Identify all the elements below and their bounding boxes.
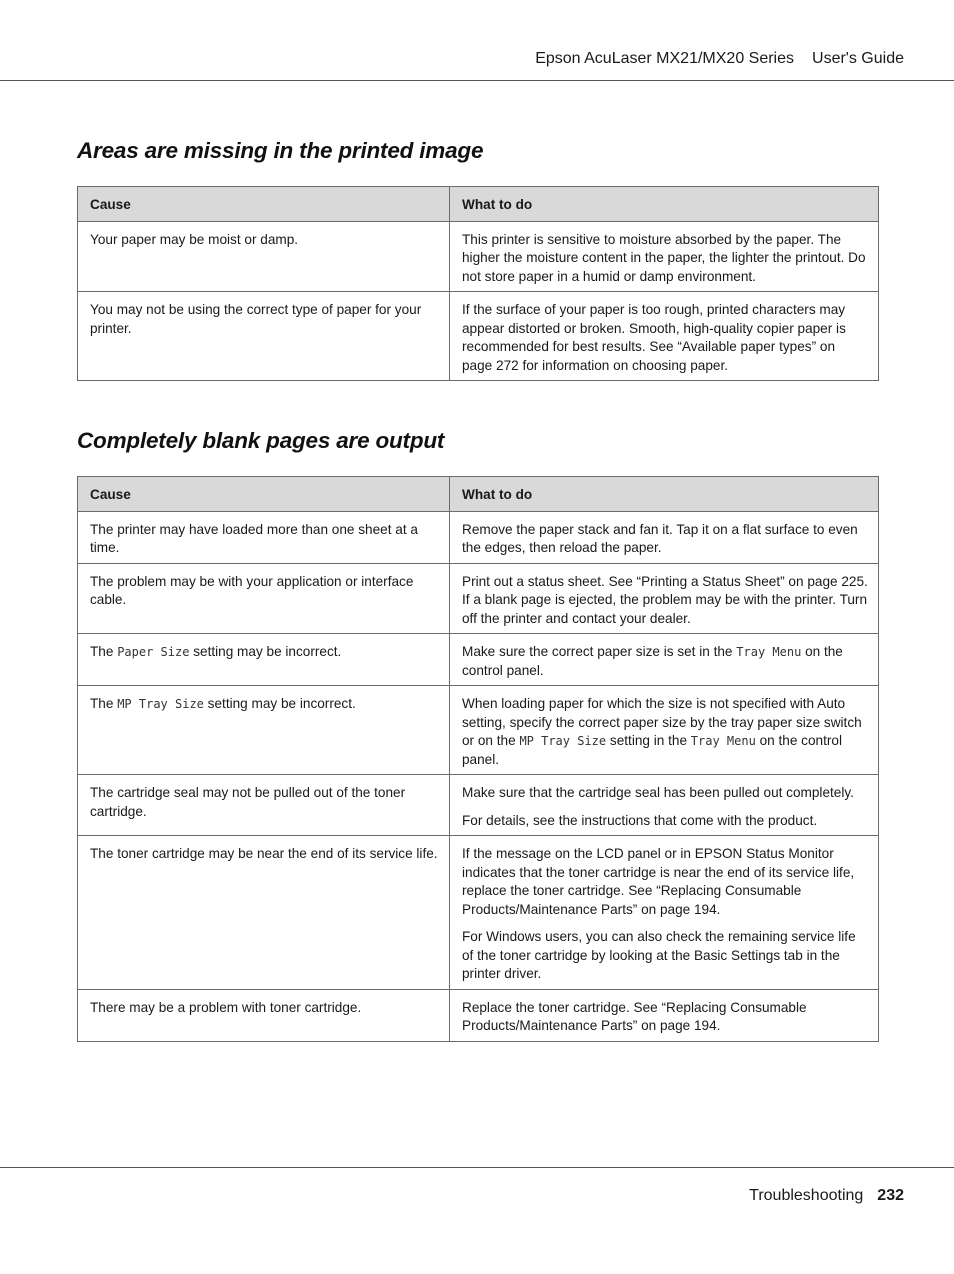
what-to-do-text: [462, 695, 869, 769]
what-to-do-text: [462, 845, 869, 919]
text-run: For details, see the instructions that come with the product.: [462, 812, 818, 828]
header-text: [535, 50, 904, 68]
text-run: The problem may be with your application or interface cable.: [90, 573, 414, 607]
cause-cell: [78, 511, 450, 563]
text-run: If the message on the LCD panel or in EPSON Status Monitor indicates that the toner cartridge is near the end of its service life, replace the toner cartridge. See “Replacing Consumable Products/Maintenance Parts” on page 194.: [462, 846, 855, 917]
what-to-do-text: [462, 301, 869, 375]
cause-cell: [78, 634, 450, 686]
cause-cell: [78, 221, 450, 292]
table-row: [78, 563, 879, 634]
text-run: If the surface of your paper is too rough, printed characters may appear distorted or broken. Smooth, high-quality copier paper is recommended for best results. See “Available paper types” on page 272 for information on choosing paper.: [462, 302, 846, 373]
table-blank-pages: [77, 476, 879, 1042]
what-to-do-cell: [450, 989, 879, 1041]
text-run: You may not be using the correct type of paper for your printer.: [90, 302, 422, 336]
table-header-row: [78, 477, 879, 512]
cause-text: [90, 695, 440, 714]
page-footer: [0, 1167, 954, 1204]
column-header-cause: Cause: [78, 477, 450, 512]
header-guide: User's Guide: [812, 50, 904, 67]
table-row: [78, 511, 879, 563]
text-run: setting may be incorrect.: [189, 644, 342, 659]
what-to-do-cell: [450, 511, 879, 563]
cause-text: [90, 999, 440, 1018]
menu-setting-name: MP Tray Size: [519, 734, 607, 748]
cause-cell: [78, 989, 450, 1041]
what-to-do-cell: [450, 563, 879, 634]
text-run: Your paper may be moist or damp.: [90, 231, 299, 247]
text-run: setting may be incorrect.: [203, 696, 356, 711]
what-to-do-text: [462, 928, 869, 984]
text-run: Make sure the correct paper size is set in the: [462, 644, 737, 659]
text-run: This printer is sensitive to moisture absorbed by the paper. The higher the moisture content in the paper, the lighter the printout. Do not store paper in a humid or damp environment.: [462, 231, 866, 284]
menu-setting-name: Tray Menu: [736, 645, 802, 659]
table-row: [78, 634, 879, 686]
what-to-do-text: [462, 231, 869, 287]
table-row: [78, 292, 879, 381]
what-to-do-text: [462, 521, 869, 558]
what-to-do-cell: [450, 775, 879, 836]
what-to-do-cell: [450, 634, 879, 686]
cause-cell: [78, 686, 450, 775]
column-header-what-to-do: What to do: [450, 477, 879, 512]
table-row: [78, 836, 879, 990]
what-to-do-cell: [450, 221, 879, 292]
what-to-do-text: [462, 573, 869, 629]
table-header-row: [78, 187, 879, 222]
cause-cell: [78, 292, 450, 381]
text-run: on the control panel.: [462, 733, 842, 767]
text-run: Remove the paper stack and fan it. Tap it on a flat surface to even the edges, then reload the paper.: [462, 521, 858, 555]
table-row: [78, 686, 879, 775]
cause-text: [90, 845, 440, 864]
text-run: The printer may have loaded more than one sheet at a time.: [90, 521, 418, 555]
cause-text: [90, 643, 440, 662]
menu-setting-name: Paper Size: [117, 645, 190, 659]
text-run: For Windows users, you can also check the remaining service life of the toner cartridge by looking at the Basic Settings tab in the printer driver.: [462, 929, 856, 981]
text-run: on the control panel.: [462, 644, 843, 678]
header-product: Epson AcuLaser MX21/MX20 Series: [535, 50, 795, 67]
cause-text: [90, 301, 440, 338]
what-to-do-cell: [450, 836, 879, 990]
table-body: [78, 511, 879, 1041]
text-run: When loading paper for which the size is not specified with Auto setting, specify the correct paper size by the tray paper size switch or on the: [462, 696, 862, 748]
column-header-what-to-do: What to do: [450, 187, 879, 222]
page-header: [0, 0, 954, 81]
page-number: 232: [877, 1187, 904, 1204]
table-row: [78, 775, 879, 836]
text-run: The: [90, 696, 118, 711]
text-run: Make sure that the cartridge seal has been pulled out completely.: [462, 785, 854, 800]
cause-cell: [78, 836, 450, 990]
text-run: The toner cartridge may be near the end of its service life.: [90, 846, 438, 861]
table-missing-areas: [77, 186, 879, 381]
cause-text: [90, 784, 440, 821]
cause-text: [90, 521, 440, 558]
table-body: [78, 221, 879, 381]
footer-text: [749, 1187, 904, 1205]
text-run: There may be a problem with toner cartridge.: [90, 999, 362, 1015]
text-run: Replace the toner cartridge. See “Replacing Consumable Products/Maintenance Parts” on page 194.: [462, 999, 807, 1033]
menu-setting-name: MP Tray Size: [117, 697, 204, 711]
section-title-missing-areas: Areas are missing in the printed image: [77, 138, 484, 163]
what-to-do-text: [462, 999, 869, 1036]
table-row: [78, 989, 879, 1041]
cause-cell: [78, 775, 450, 836]
footer-section: Troubleshooting: [749, 1187, 864, 1204]
column-header-cause: Cause: [78, 187, 450, 222]
text-run: setting in the: [606, 733, 691, 748]
menu-setting-name: Tray Menu: [690, 734, 756, 748]
table-row: [78, 221, 879, 292]
what-to-do-text: [462, 784, 869, 803]
text-run: Print out a status sheet. See “Printing a Status Sheet” on page 225. If a blank page is ejected, the problem may be with the printer. Turn off the printer and contact your dealer.: [462, 573, 868, 626]
text-run: The: [90, 644, 118, 659]
what-to-do-cell: [450, 292, 879, 381]
cause-cell: [78, 563, 450, 634]
cause-text: [90, 231, 440, 250]
what-to-do-text: [462, 643, 869, 680]
text-run: The cartridge seal may not be pulled out of the toner cartridge.: [90, 785, 406, 819]
cause-text: [90, 573, 440, 610]
section-title-blank-pages: Completely blank pages are output: [77, 428, 445, 453]
what-to-do-cell: [450, 686, 879, 775]
what-to-do-text: [462, 812, 869, 831]
